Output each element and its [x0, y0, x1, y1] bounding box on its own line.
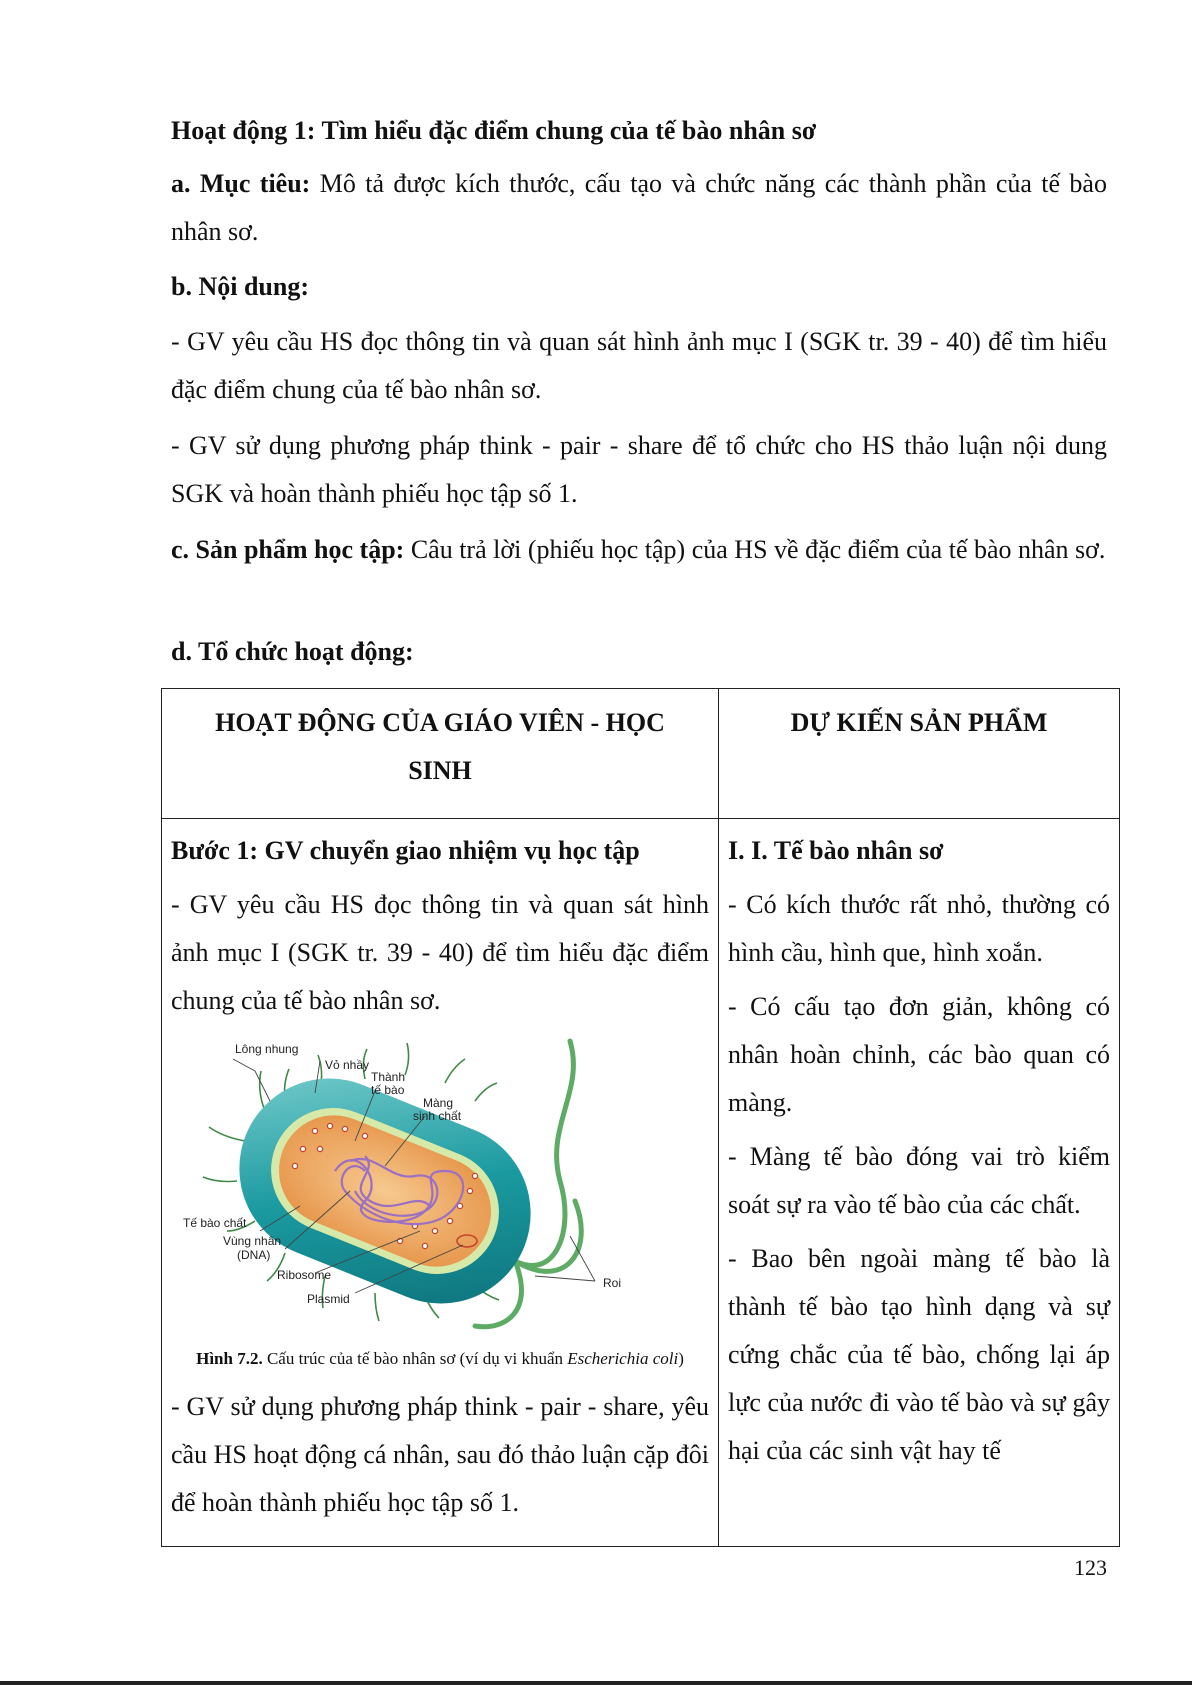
product-point-3: - Màng tế bào đóng vai trò kiểm soát sự ra vào tế bào của các chất. — [728, 1142, 1110, 1219]
label-plasmid: Plasmid — [307, 1292, 350, 1306]
product-paragraph — [171, 526, 1107, 574]
label-nucleoid-1: Vùng nhân — [223, 1234, 282, 1248]
label-wall-1: Thành — [371, 1070, 406, 1084]
table-body-row — [162, 819, 1120, 1547]
content-item-2: - GV sử dụng phương pháp think - pair - share để tổ chức cho HS thảo luận nội dung SGK và hoàn thành phiếu học tập số 1. — [171, 431, 1107, 508]
product-point-4: - Bao bên ngoài màng tế bào là thành tế bào tạo hình dạng và sự cứng chắc của tế bào, chống lại áp lực của nước đi vào tế bào và sự gây hại của các sinh vật hay tế — [728, 1244, 1110, 1465]
product-label: c. Sản phẩm học tập: — [171, 535, 405, 564]
page-number: 123 — [1074, 1555, 1107, 1580]
product-text: Câu trả lời (phiếu học tập) của HS về đặc điểm của tế bào nhân sơ. — [404, 535, 1106, 564]
header-teacher-student-text: HOẠT ĐỘNG CỦA GIÁO VIÊN - HỌC SINH — [215, 708, 665, 785]
header-teacher-student — [162, 689, 719, 819]
content-item-1: - GV yêu cầu HS đọc thông tin và quan sát hình ảnh mục I (SGK tr. 39 - 40) để tìm hiểu đặc điểm chung của tế bào nhân sơ. — [171, 327, 1107, 404]
page-bottom-edge — [0, 1681, 1192, 1685]
product-point-1: - Có kích thước rất nhỏ, thường có hình cầu, hình que, hình xoắn. — [728, 890, 1110, 967]
content-label: b. Nội dung: — [171, 272, 309, 301]
goal-paragraph — [171, 160, 1107, 256]
teacher-activity-cell — [162, 819, 719, 1547]
product-section-title: I. I. Tế bào nhân sơ — [728, 836, 944, 865]
prokaryotic-cell-diagram — [175, 1031, 715, 1331]
table-header-row — [162, 689, 1120, 819]
goal-text: Mô tả được kích thước, cấu tạo và chức năng các thành phần của tế bào nhân sơ. — [171, 169, 1107, 246]
label-flagella: Roi — [603, 1276, 622, 1290]
label-pili: Lông nhung — [235, 1042, 299, 1056]
step-title: Bước 1: GV chuyển giao nhiệm vụ học tập — [171, 836, 640, 865]
goal-label: a. Mục tiêu: — [171, 169, 311, 198]
label-membrane-2: sinh chất — [413, 1109, 462, 1123]
label-capsule: Vỏ nhầy — [325, 1058, 370, 1072]
label-wall-2: tế bào — [371, 1083, 405, 1097]
caption-species: Escherichia coli — [567, 1349, 679, 1368]
label-nucleoid-2: (DNA) — [237, 1248, 271, 1262]
activity-table — [161, 688, 1120, 1547]
label-cytoplasm: Tế bào chất — [183, 1216, 247, 1230]
bacteria-figure — [175, 1031, 715, 1347]
organize-label: d. Tổ chức hoạt động: — [171, 637, 414, 666]
label-ribosome: Ribosome — [277, 1268, 332, 1282]
caption-suffix: ) — [678, 1349, 684, 1368]
product-point-2: - Có cấu tạo đơn giản, không có nhân hoàn chỉnh, các bào quan có màng. — [728, 992, 1110, 1117]
caption-prefix: Hình 7.2. — [196, 1349, 263, 1368]
header-expected-product: DỰ KIẾN SẢN PHẨM — [719, 689, 1120, 819]
step-paragraph-2: - GV sử dụng phương pháp think - pair - share, yêu cầu HS hoạt động cá nhân, sau đó thảo luận cặp đôi để hoàn thành phiếu học tập số 1. — [171, 1392, 709, 1517]
label-membrane-1: Màng — [423, 1096, 454, 1110]
activity-title: Hoạt động 1: Tìm hiểu đặc điểm chung của tế bào nhân sơ — [171, 116, 817, 145]
figure-caption — [171, 1347, 709, 1371]
step-paragraph-1: - GV yêu cầu HS đọc thông tin và quan sát hình ảnh mục I (SGK tr. 39 - 40) để tìm hiểu đặc điểm chung của tế bào nhân sơ. — [171, 890, 709, 1015]
caption-text: Cấu trúc của tế bào nhân sơ (ví dụ vi khuẩn — [262, 1349, 568, 1368]
expected-product-cell — [719, 819, 1120, 1547]
